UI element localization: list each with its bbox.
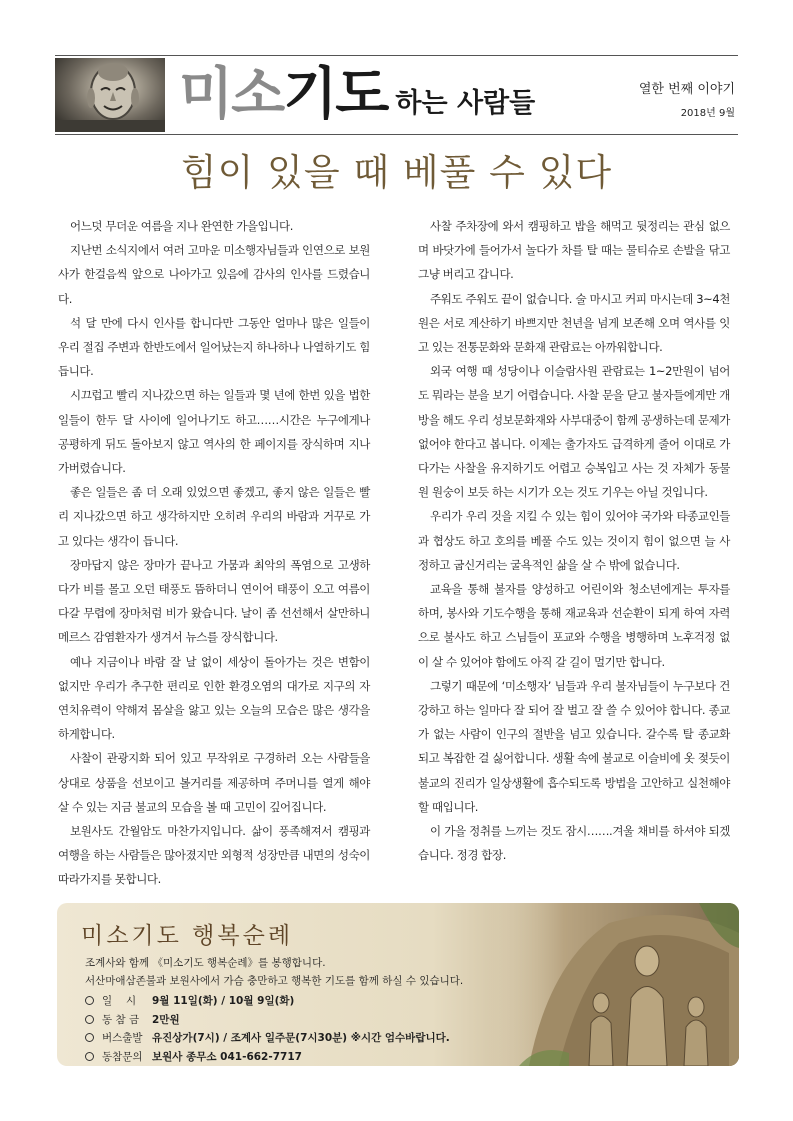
paragraph: 이 가을 정취를 느끼는 것도 잠시…….겨울 채비를 하셔야 되겠습니다. 정경 합장. bbox=[418, 824, 730, 863]
masthead bbox=[55, 55, 738, 135]
intro-line: 서산마애삼존불과 보원사에서 가슴 충만하고 행복한 기도를 함께 하실 수 있습니다. bbox=[85, 975, 464, 987]
detail-bus bbox=[85, 1029, 450, 1048]
pilgrimage-details bbox=[85, 992, 450, 1066]
pilgrimage-title: 미소기도 행복순례 bbox=[81, 923, 294, 949]
detail-contact bbox=[85, 1048, 450, 1066]
paragraph: 우리가 우리 것을 지킬 수 있는 힘이 있어야 국가와 타종교인들과 협상도 하고 호의를 베풀 수도 있는 것이지 힘이 없으면 늘 사정하고 굽신거리는 굴욕적인 삶을 살 수 밖에 없습니다. bbox=[418, 509, 730, 572]
bullet-icon bbox=[85, 996, 94, 1005]
detail-label: 동참문의 bbox=[102, 1050, 143, 1063]
pilgrimage-intro bbox=[85, 954, 463, 990]
bullet-icon bbox=[85, 1052, 94, 1061]
detail-value: 9월 11일(화) / 10월 9일(화) bbox=[152, 995, 295, 1007]
detail-fee bbox=[85, 1011, 450, 1030]
title-miso: 미소 bbox=[179, 62, 284, 127]
pilgrimage-box bbox=[57, 903, 739, 1066]
paragraph: 교육을 통해 불자를 양성하고 어린이와 청소년에게는 투자를 하며, 봉사와 기도수행을 통해 재교육과 선순환이 되게 하여 자력으로 불사도 하고 스님들이 포교와 수행을 병행하며 노후걱정 없이 살 수 있어야 함에도 아직 갈 길이 멀기만 합니다. bbox=[418, 582, 730, 669]
issue-date: 2018년 9월 bbox=[680, 108, 735, 119]
paragraph: 좋은 일들은 좀 더 오래 있었으면 좋겠고, 좋지 않은 일들은 빨리 지나갔으면 하고 생각하지만 오히려 우리의 바람과 거꾸로 가고 있다는 생각이 듭니다. bbox=[58, 485, 370, 548]
paragraph: 지난번 소식지에서 여러 고마운 미소행자님들과 인연으로 보원사가 한걸음씩 앞으로 나아가고 있음에 감사의 인사를 드렸습니다. bbox=[58, 243, 370, 306]
bullet-icon bbox=[85, 1015, 94, 1024]
issue-info bbox=[639, 78, 735, 119]
detail-date bbox=[85, 992, 450, 1011]
masthead-title bbox=[179, 58, 535, 132]
intro-line: 조계사와 함께 《미소기도 행복순례》를 봉행합니다. bbox=[85, 957, 326, 969]
buddha-relief-icon bbox=[55, 58, 165, 132]
paragraph: 사찰 주차장에 와서 캠핑하고 밥을 해먹고 뒷정리는 관심 없으며 바닷가에 들어가서 놀다가 차를 탈 때는 물티슈로 손발을 닦고 그냥 버리고 갑니다. bbox=[418, 219, 730, 282]
headline: 힘이 있을 때 베풀 수 있다 bbox=[180, 151, 613, 194]
article-column-right bbox=[418, 214, 730, 867]
paragraph: 장마답지 않은 장마가 끝나고 가뭄과 최악의 폭염으로 고생하다가 비를 몰고 오던 태풍도 뜸하더니 연이어 태풍이 오고 여름이 다갈 무렵에 장마처럼 비가 왔습니다. 날이 좀 선선해서 살만하니 메르스 감염환자가 생겨서 뉴스를 장식합니다. bbox=[58, 557, 370, 645]
detail-label: 버스출발 bbox=[102, 1032, 143, 1045]
detail-value: 보원사 종무소 041-662-7717 bbox=[152, 1050, 302, 1063]
paragraph: 어느덧 무더운 여름을 지나 완연한 가을입니다. bbox=[70, 219, 294, 233]
paragraph: 석 달 만에 다시 인사를 합니다만 그동안 얼마나 많은 일들이 우리 절집 주변과 한반도에서 일어났는지 하나하나 나열하기도 힘듭니다. bbox=[58, 315, 370, 379]
paragraph: 그렇기 때문에 ‘미소행자’ 님들과 우리 불자님들이 누구보다 건강하고 하는 일마다 잘 되어 잘 벌고 잘 쓸 수 있어야 합니다. 종교가 없는 사람이 인구의 절반을 넘고 있습니다. 갈수록 탈 종교화 되고 복잡한 걸 싫어합니다. 생활 속에 불교로 이슬비에 옷 젖듯이 불교의 진리가 일상생활에 흡수되도록 방법을 고안하고 실천해야 할 때입니다. bbox=[418, 678, 730, 814]
detail-value: 유진상가(7시) / 조계사 일주문(7시30분) ※시간 엄수바랍니다. bbox=[152, 1032, 450, 1045]
paragraph: 예나 지금이나 바람 잘 날 없이 세상이 돌아가는 것은 변함이 없지만 우리가 추구한 편리로 인한 환경오염의 대가로 지구의 자연치유력이 약해져 몸살을 앓고 있는 오늘의 모습은 많은 생각을 하게합니다. bbox=[58, 654, 370, 742]
bullet-icon bbox=[85, 1033, 94, 1042]
paragraph: 주워도 주워도 끝이 없습니다. 술 마시고 커피 마시는데 3~4천원은 서로 계산하기 바쁘지만 천년을 넘게 보존해 오며 역사를 잇고 있는 전통문화와 문화재 관람료는 아까워합니다. bbox=[418, 291, 730, 355]
paragraph: 외국 여행 때 성당이나 이슬람사원 관람료는 1~2만원이 넘어도 뭐라는 분을 보기 어렵습니다. 사찰 문을 닫고 불자들에게만 개방을 해도 우리 성보문화재와 사부대중이 함께 공생하는데 문제가 없어야 한다고 봅니다. 이제는 출가자도 급격하게 줄어 이대로 가다가는 사찰을 유지하기도 어렵고 승복입고 사는 것 자체가 동물원 원숭이 보듯 하는 시기가 오는 것도 기우는 아닐 것입니다. bbox=[418, 364, 730, 500]
title-gido: 기도 bbox=[283, 62, 388, 127]
paragraph: 사찰이 관광지화 되어 있고 무작위로 구경하러 오는 사람들을 상대로 상품을 선보이고 볼거리를 제공하며 주머니를 열게 해야 살 수 있는 지금 불교의 모습을 볼 때 고민이 깊어집니다. bbox=[58, 751, 370, 814]
rock-carved-buddha-icon bbox=[489, 903, 739, 1066]
article-column-left bbox=[58, 214, 370, 892]
issue-label: 열한 번째 이야기 bbox=[638, 82, 735, 97]
paragraph: 보원사도 간월암도 마찬가지입니다. 삶이 풍족해져서 캠핑과 여행을 하는 사람들은 많아졌지만 외형적 성장만큼 내면의 성숙이 따라가지를 못합니다. bbox=[58, 824, 370, 887]
title-suffix: 하는 사람들 bbox=[395, 88, 536, 119]
detail-label: 일 시 bbox=[102, 995, 137, 1007]
detail-value: 2만원 bbox=[152, 1013, 180, 1026]
detail-label: 동 참 금 bbox=[102, 1013, 140, 1026]
paragraph: 시끄럽고 빨리 지나갔으면 하는 일들과 몇 년에 한번 있을 법한 일들이 한두 달 사이에 일어나기도 하고……시간은 누구에게나 공평하게 뒤도 돌아보지 않고 역사의 한 페이지를 장식하며 지나가버렸습니다. bbox=[58, 388, 370, 476]
